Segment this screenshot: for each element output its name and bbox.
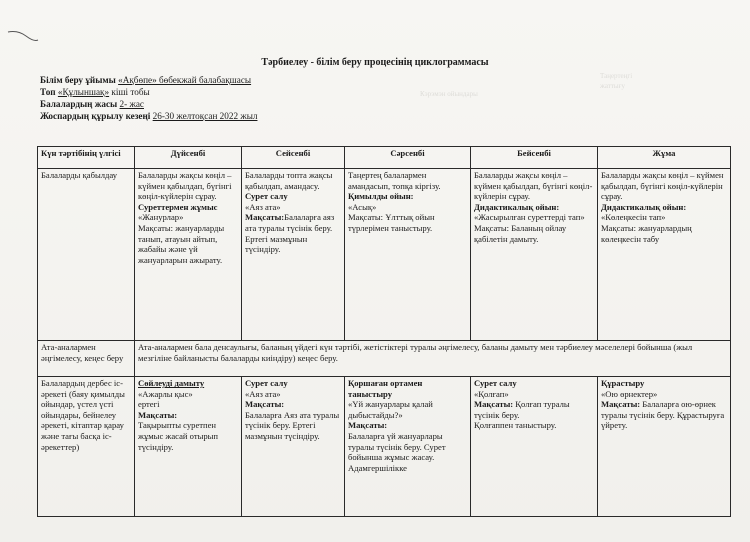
- column-header: Жұма: [598, 147, 731, 169]
- table-cell: Сурет салу «Аяз ата» Мақсаты: Балаларға Аяз ата туралы түсінік беру. Ертегі мазмұнын түсіндіру.: [242, 377, 345, 517]
- bleed-through-text: жаттығу: [600, 82, 625, 90]
- table-cell: Таңертең балалармен амандасып, топқа кіргізу. Қимылды ойын: «Асық» Мақсаты: Ұлттық ойын түрлерімен таныстыру.: [345, 169, 471, 341]
- bleed-through-text: Таңертеңгі: [600, 72, 633, 80]
- table-cell: Қоршаған ортамен таныстыру «Үй жануарлары қалай дыбыстайды?» Мақсаты: Балаларға үй жануарлары туралы түсінік беру. Сурет бойынша жұмыс жасау. Адамгершілікке: [345, 377, 471, 517]
- table-cell: Балаларды топта жақсы қабылдап, амандасу. Сурет салу «Аяз ата» Мақсаты:Балаларға аяз ата туралы түсінік беру. Ертегі мазмұнын түсіндіру.: [242, 169, 345, 341]
- table-cell: Құрастыру «Ою өрнектер» Мақсаты: Балаларға ою-өрнек туралы түсінік беру. Құрастыруға үйрету.: [598, 377, 731, 517]
- column-header: Күн тәртібінің үлгісі: [38, 147, 135, 169]
- table-cell-merged: Ата-аналармен бала денсаулығы, баланың үйдегі күн тәртібі, жетістіктері туралы әңгімелесу, баланы дамыту мен тәрбиелеу мәселелері бойынша (жыл мезгіліне байланысты балаларды киіндіру) кеңес беру.: [135, 341, 731, 377]
- table-cell: Балаларды жақсы көңіл – күймен қабылдап, бүгінгі көңіл-күйлерін сұрау. Дидактикалық ойын: «Көлеңкесін тап» Мақсаты: жануарлардың көлеңкесін табу: [598, 169, 731, 341]
- table-row: [38, 169, 731, 341]
- column-header: Сейсенбі: [242, 147, 345, 169]
- pen-mark-icon: [6, 28, 40, 44]
- column-header: Бейсенбі: [471, 147, 598, 169]
- period-line: Жоспардың құрылу кезеңі 26-30 желтоқсан 2022 жыл: [40, 111, 258, 121]
- bleed-through-text: Кэрэмэн ойындары: [420, 90, 478, 98]
- table-row: [38, 341, 731, 377]
- column-header: Дүйсенбі: [135, 147, 242, 169]
- org-line: Білім беру ұйымы «Ақбөпе» бөбекжай балабақшасы: [40, 75, 252, 85]
- age-line: Балалардың жасы 2- жас: [40, 99, 144, 109]
- page-title: Тәрбиелеу - білім беру процесінің циклограммасы: [261, 57, 489, 68]
- schedule-table: [37, 146, 731, 517]
- table-cell: Сурет салу «Қолғап» Мақсаты: Қолғап туралы түсінік беру. Қолғаппен таныстыру.: [471, 377, 598, 517]
- table-row: [38, 377, 731, 517]
- row-header: Балалардың дербес іс-әрекеті (баяу қимылды ойындар, үстел үсті ойындары, бейнелеу әрекеті, кітаптар қарау және тағы басқа іс-әрекеттер): [38, 377, 135, 517]
- page-bottom-edge: [0, 533, 750, 542]
- table-header-row: [38, 147, 731, 169]
- table-cell: Балаларды жақсы көңіл –күймен қабылдап, бүгінгі көңіл-күйлерін сұрау. Суреттермен жұмыс «Жанурлар» Мақсаты: жануарларды танып, атауын айтып, жабайы және үй жануарларын ажырату.: [135, 169, 242, 341]
- column-header: Сәрсенбі: [345, 147, 471, 169]
- table-cell: Сөйлеуді дамыту «Ажарлы қыс» ертегі Мақсаты: Тақырыпты суретпен жұмыс жасай отырып түсіндіру.: [135, 377, 242, 517]
- group-line: Топ «Құлыншақ» кіші тобы: [40, 87, 150, 97]
- table-cell: Балаларды жақсы көңіл – күймен қабылдап, бүгінгі көңіл-күйлерін сұрау. Дидактикалық ойын: «Жасырылған суреттерді тап» Мақсаты: Баланың ойлау қабілетін дамыту.: [471, 169, 598, 341]
- row-header: Балаларды қабылдау: [38, 169, 135, 341]
- row-header: Ата-аналармен әңгімелесу, кеңес беру: [38, 341, 135, 377]
